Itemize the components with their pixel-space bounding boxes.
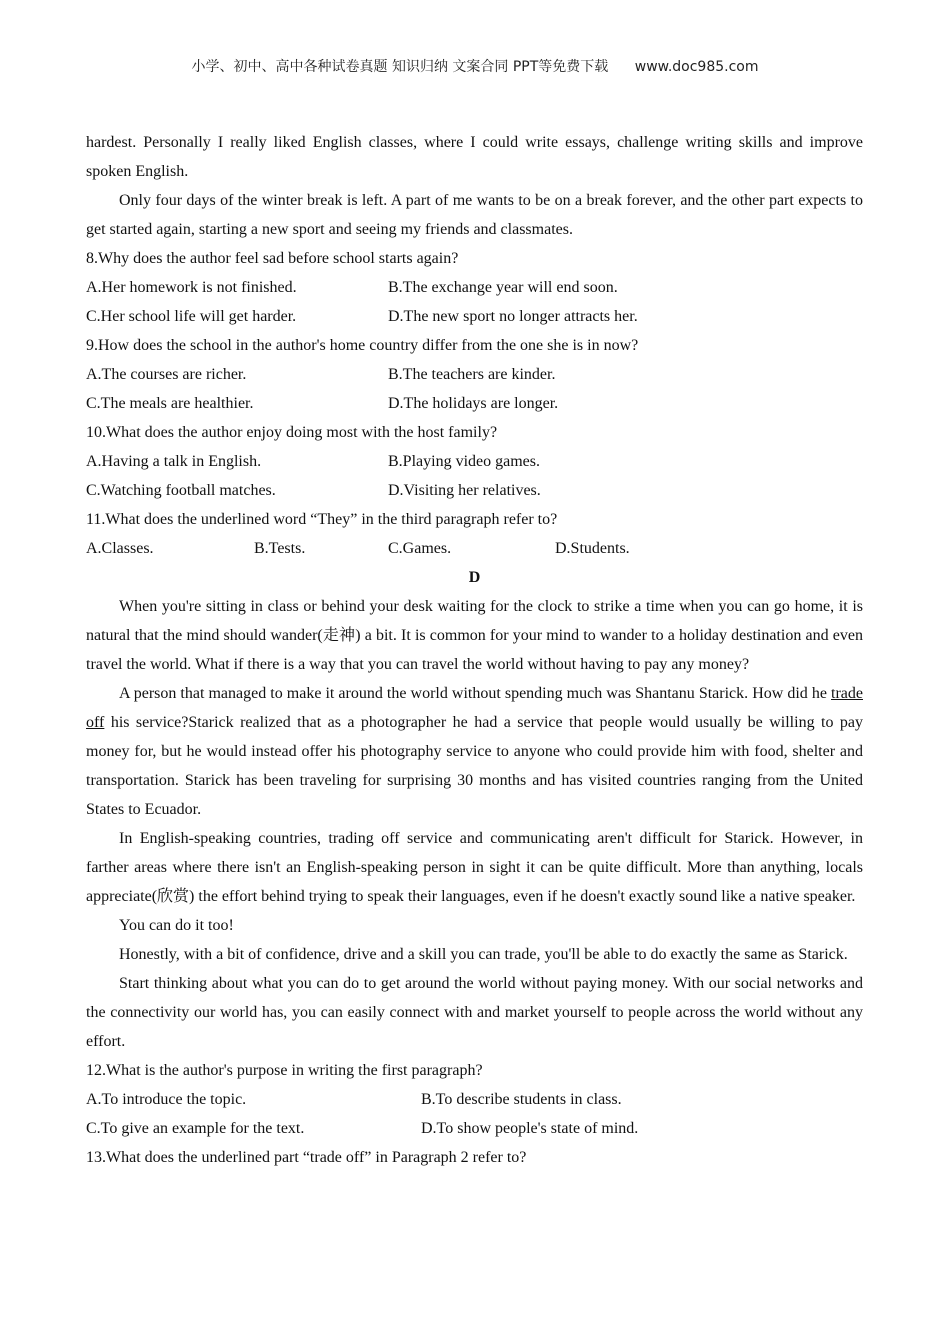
passage-d-paragraph-1: When you're sitting in class or behind your desk waiting for the clock to strike a time when you can go home, it is natural that the mind should wander(走神) a bit. It is common for your mind to wander to a holiday destination and even travel the world. What if there is a way that you can travel the world without having to pay any money? <box>86 598 863 673</box>
option-a: A.Her homework is not finished. <box>86 279 297 296</box>
question-13: 13.What does the underlined part “trade off” in Paragraph 2 refer to? <box>86 1149 527 1166</box>
passage-c-continuation: hardest. Personally I really liked English classes, where I could write essays, challenge writing skills and improve spoken English. <box>86 134 863 180</box>
question-8-options-row-2 <box>86 302 863 331</box>
question-12: 12.What is the author's purpose in writing the first paragraph? <box>86 1062 483 1079</box>
option-b: B.The teachers are kinder. <box>388 366 556 383</box>
paragraph-2-start: A person that managed to make it around the world without spending much was Shantanu Starick. How did he <box>119 685 832 702</box>
document-body <box>86 128 863 1172</box>
section-d-title: D <box>468 569 481 586</box>
option-b: B.Playing video games. <box>388 453 540 470</box>
question-9-options-row-1 <box>86 360 863 389</box>
option-d: D.The new sport no longer attracts her. <box>388 308 638 325</box>
passage-d-paragraph-4: You can do it too! <box>119 917 234 934</box>
option-c: C.The meals are healthier. <box>86 395 254 412</box>
question-12-options-row-2 <box>86 1114 863 1143</box>
passage-c-last-paragraph: Only four days of the winter break is left. A part of me wants to be on a break forever, and the other part expects to get started again, starting a new sport and seeing my friends and classmates. <box>86 192 863 238</box>
question-11: 11.What does the underlined word “They” in the third paragraph refer to? <box>86 511 558 528</box>
option-d: D.Students. <box>555 540 630 557</box>
option-d: D.Visiting her relatives. <box>388 482 541 499</box>
question-11-options <box>86 534 863 563</box>
option-a: A.To introduce the topic. <box>86 1091 247 1108</box>
option-d: D.The holidays are longer. <box>388 395 559 412</box>
option-b: B.To describe students in class. <box>421 1091 622 1108</box>
page-header <box>0 56 950 76</box>
option-a: A.Having a talk in English. <box>86 453 262 470</box>
option-a: A.The courses are richer. <box>86 366 247 383</box>
option-c: C.Her school life will get harder. <box>86 308 297 325</box>
question-10: 10.What does the author enjoy doing most with the host family? <box>86 424 498 441</box>
question-10-options-row-1 <box>86 447 863 476</box>
option-b: B.Tests. <box>254 540 306 557</box>
question-10-options-row-2 <box>86 476 863 505</box>
header-url[interactable]: www.doc985.com <box>634 59 759 75</box>
passage-d-paragraph-6: Start thinking about what you can do to get around the world without paying money. With our social networks and the connectivity our world has, you can easily connect with and market yourself to people across the world without any effort. <box>86 975 863 1050</box>
passage-d-paragraph-3: In English-speaking countries, trading off service and communicating aren't difficult for Starick. However, in farther areas where there isn't an English-speaking person in sight it can be quite difficult. More than anything, locals appreciate(欣赏) the effort behind trying to speak their languages, even if he doesn't exactly sound like a native speaker. <box>86 830 863 905</box>
question-8: 8.Why does the author feel sad before school starts again? <box>86 250 459 267</box>
option-c: C.Games. <box>388 540 452 557</box>
question-8-options-row-1 <box>86 273 863 302</box>
underlined-trade-off: trade off <box>86 685 863 731</box>
option-a: A.Classes. <box>86 540 154 557</box>
passage-d-paragraph-5: Honestly, with a bit of confidence, drive and a skill you can trade, you'll be able to do exactly the same as Starick. <box>119 946 848 963</box>
question-12-options-row-1 <box>86 1085 863 1114</box>
passage-d-paragraph-2 <box>86 679 863 824</box>
question-9-options-row-2 <box>86 389 863 418</box>
paragraph-2-end: his service?Starick realized that as a photographer he had a service that people would usually be willing to pay money for, but he would instead offer his photography service to anyone who could provide him with food, shelter and transportation. Starick has been traveling for surprising 30 months and has visited countries ranging from the United States to Ecuador. <box>86 714 863 818</box>
option-b: B.The exchange year will end soon. <box>388 279 618 296</box>
question-9: 9.How does the school in the author's home country differ from the one she is in now? <box>86 337 639 354</box>
header-text: 小学、初中、高中各种试卷真题 知识归纳 文案合同 PPT等免费下载 <box>191 59 609 75</box>
option-d: D.To show people's state of mind. <box>421 1120 639 1137</box>
option-c: C.Watching football matches. <box>86 482 276 499</box>
option-c: C.To give an example for the text. <box>86 1120 305 1137</box>
